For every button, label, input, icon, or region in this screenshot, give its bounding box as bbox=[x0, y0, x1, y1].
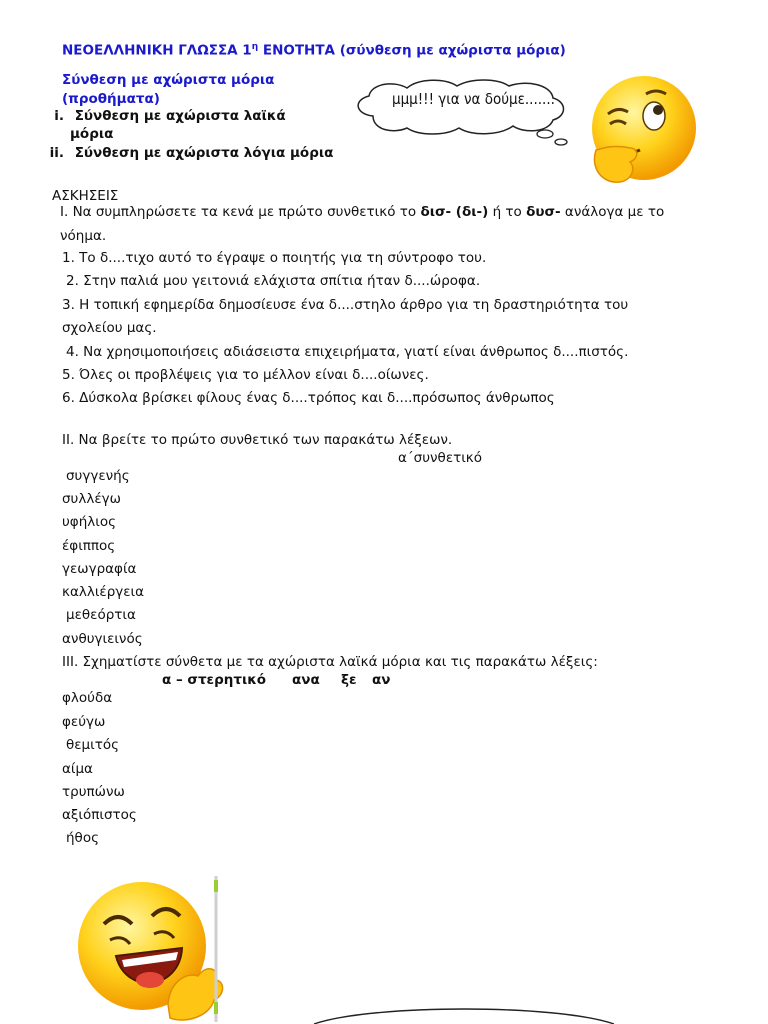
bubble-text: μμμ!!! για να δούμε....... bbox=[392, 90, 555, 108]
particle-label: αν bbox=[372, 672, 391, 688]
word-item: γεωγραφία bbox=[62, 561, 137, 577]
word-item: φλούδα bbox=[62, 690, 113, 706]
subtitle-line: Σύνθεση με αχώριστα μόρια bbox=[62, 72, 275, 88]
word-item: υφήλιος bbox=[62, 514, 117, 530]
word-item: συγγενής bbox=[66, 468, 130, 484]
word-item: μεθεόρτια bbox=[66, 607, 136, 623]
list-text: μόρια bbox=[70, 126, 114, 142]
list-text: Σύνθεση με αχώριστα λόγια μόρια bbox=[74, 145, 334, 161]
word-item: αίμα bbox=[62, 761, 93, 777]
thinking-smiley-icon bbox=[580, 72, 705, 190]
exercise-1-item: 4. Να χρησιμοποιήσεις αδιάσειστα επιχειρήματα, γιατί είναι άνθρωπος δ....πιστός. bbox=[66, 344, 629, 360]
list-item-continuation bbox=[70, 126, 113, 142]
word-item: καλλιέργεια bbox=[62, 584, 145, 600]
subtitle bbox=[62, 71, 274, 109]
list-item bbox=[50, 108, 286, 124]
particle-label: α – στερητικό bbox=[162, 672, 267, 688]
thought-bubble-icon bbox=[345, 76, 575, 148]
exercise-1-item: 6. Δύσκολα βρίσκει φίλους ένας δ....τρόπος και δ....πρόσωπος άνθρωπος bbox=[62, 390, 555, 406]
exercise-1-intro-continuation: νόημα. bbox=[60, 228, 107, 244]
column-header: α΄συνθετικό bbox=[398, 450, 483, 466]
title-superscript: η bbox=[251, 42, 259, 52]
exercise-2-intro: ΙΙ. Να βρείτε το πρώτο συνθετικό των παρακάτω λέξεων. bbox=[62, 432, 453, 448]
list-text: Σύνθεση με αχώριστα λαϊκά bbox=[74, 108, 286, 124]
exercises-heading: ΑΣΚΗΣΕΙΣ bbox=[52, 188, 119, 204]
word-item: ανθυγιεινός bbox=[62, 631, 143, 647]
word-item: έφιππος bbox=[62, 538, 116, 554]
exercise-1-item: 2. Στην παλιά μου γειτονιά ελάχιστα σπίτια ήταν δ....ώροφα. bbox=[66, 273, 481, 289]
particle-label: ανα bbox=[292, 672, 320, 688]
exercise-1-item: 5. Όλες οι προβλέψεις για το μέλλον είναι δ....οίωνες. bbox=[62, 367, 429, 383]
word-item: θεμιτός bbox=[66, 737, 120, 753]
prefix-dis: δισ- (δι-) bbox=[420, 204, 489, 220]
particle-label: ξε bbox=[341, 672, 357, 688]
exercise-1-item-continuation: σχολείου μας. bbox=[62, 320, 157, 336]
word-item: συλλέγω bbox=[62, 491, 121, 507]
laughing-smiley-icon bbox=[70, 872, 230, 1024]
list-item bbox=[46, 145, 333, 161]
title-part: ΕΝΟΤΗΤΑ (σύνθεση με αχώριστα μόρια) bbox=[258, 42, 566, 59]
word-item: αξιόπιστος bbox=[62, 807, 137, 823]
intro-text: ανάλογα με το bbox=[560, 204, 665, 220]
intro-text: ή το bbox=[488, 204, 527, 220]
decorative-arc bbox=[312, 1000, 616, 1024]
word-item: τρυπώνω bbox=[62, 784, 125, 800]
word-item: φεύγω bbox=[62, 714, 106, 730]
exercise-3-intro: ΙΙΙ. Σχηματίστε σύνθετα με τα αχώριστα λαϊκά μόρια και τις παρακάτω λέξεις: bbox=[62, 654, 598, 670]
page-title bbox=[62, 42, 566, 59]
intro-text: Ι. Να συμπληρώσετε τα κενά με πρώτο συνθετικό το bbox=[60, 204, 421, 220]
subtitle-line: (προθήματα) bbox=[62, 91, 160, 107]
list-number: i. bbox=[54, 108, 64, 124]
word-item: ήθος bbox=[66, 830, 99, 846]
exercise-1-item: 1. Το δ....τιχο αυτό το έγραψε ο ποιητής για τη σύντροφο του. bbox=[62, 250, 487, 266]
list-number: ii. bbox=[49, 145, 64, 161]
prefix-dys: δυσ- bbox=[526, 204, 561, 220]
title-part: ΝΕΟΕΛΛΗΝΙΚΗ ΓΛΩΣΣΑ 1 bbox=[62, 42, 252, 59]
exercise-1-item: 3. Η τοπική εφημερίδα δημοσίευσε ένα δ....στηλο άρθρο για τη δραστηριότητα του bbox=[62, 297, 629, 313]
exercise-1-intro bbox=[60, 204, 664, 220]
